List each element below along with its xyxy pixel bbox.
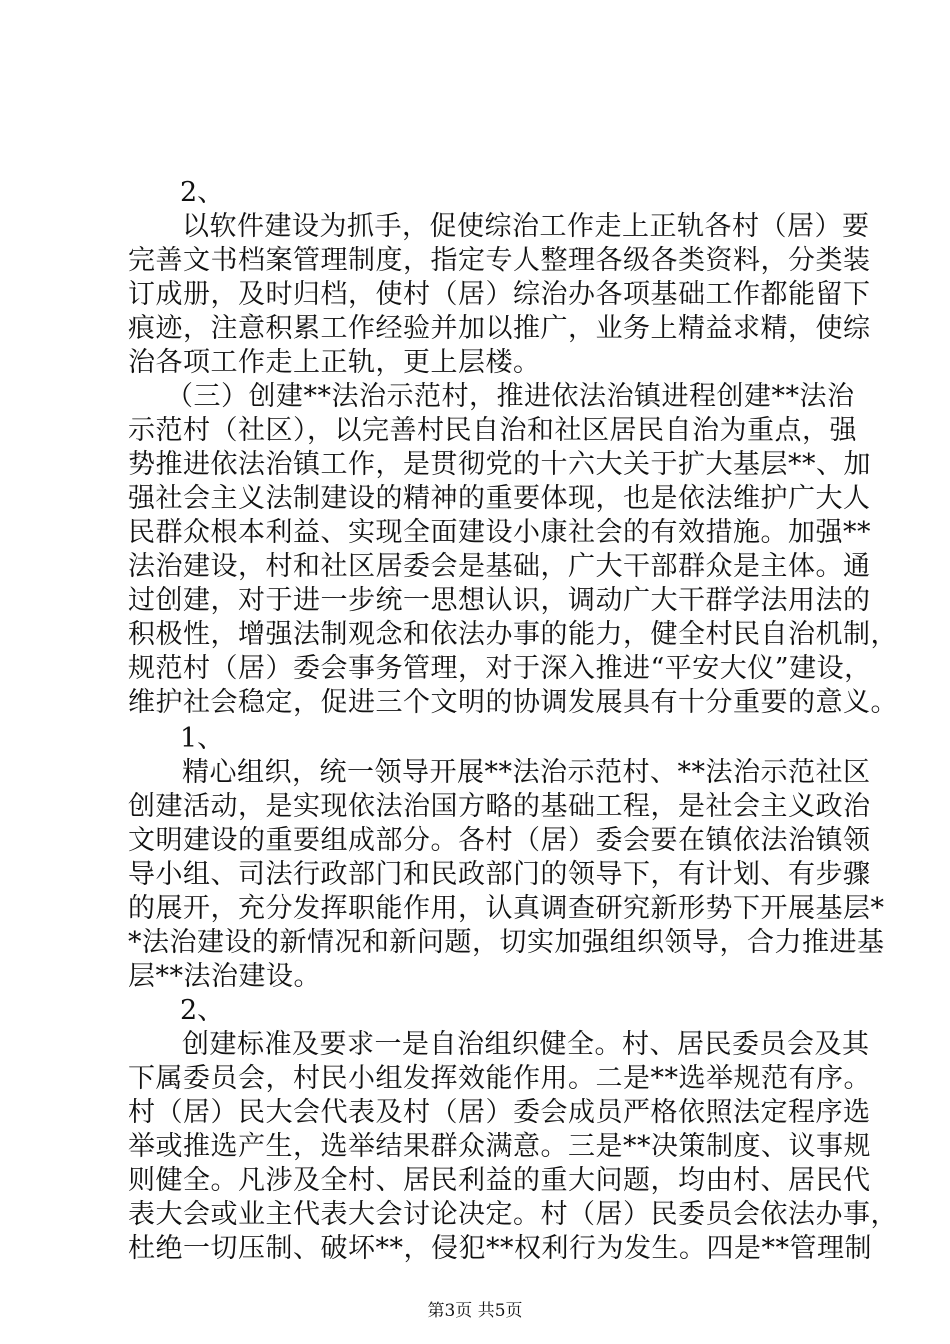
paragraph-line: 势推进依法治镇工作，是贯彻党的十六大关于扩大基层**、加 (128, 449, 871, 480)
paragraph-line: 过创建，对于进一步统一思想认识，调动广大干群学法用法的 (128, 585, 871, 616)
paragraph-line: 层**法治建设。 (128, 961, 321, 992)
paragraph-line: 创建标准及要求一是自治组织健全。村、居民委员会及其 (182, 1029, 870, 1060)
paragraph-line: （三）创建**法治示范村，推进依法治镇进程创建**法治 (166, 381, 855, 412)
paragraph-line: 村（居）民大会代表及村（居）委会成员严格依照法定程序选 (128, 1097, 871, 1128)
paragraph-line: 积极性，增强法制观念和依法办事的能力，健全村民自治机制， (128, 619, 898, 650)
paragraph-line: 治各项工作走上正轨，更上层楼。 (128, 347, 541, 378)
paragraph-line: 精心组织，统一领导开展**法治示范村、**法治示范社区 (182, 757, 871, 788)
paragraph-line: 以软件建设为抓手，促使综治工作走上正轨各村（居）要 (182, 211, 870, 242)
paragraph-line: 强社会主义法制建设的精神的重要体现，也是依法维护广大人 (128, 483, 871, 514)
section-1-number: 1、 (180, 723, 225, 754)
paragraph-line: 举或推选产生，选举结果群众满意。三是**决策制度、议事规 (128, 1131, 871, 1162)
paragraph-line: 规范村（居）委会事务管理，对于深入推进“平安大仪”建设， (128, 653, 872, 684)
paragraph-line: *法治建设的新情况和新问题，切实加强组织领导，合力推进基 (128, 927, 885, 958)
paragraph-line: 的展开，充分发挥职能作用，认真调查研究新形势下开展基层* (128, 893, 885, 924)
paragraph-line: 创建活动，是实现依法治国方略的基础工程，是社会主义政治 (128, 791, 871, 822)
paragraph-line: 表大会或业主代表大会讨论决定。村（居）民委员会依法办事， (128, 1199, 898, 1230)
section-2b-number: 2、 (180, 995, 225, 1026)
paragraph-line: 下属委员会，村民小组发挥效能作用。二是**选举规范有序。 (128, 1063, 871, 1094)
paragraph-line: 杜绝一切压制、破坏**，侵犯**权利行为发生。四是**管理制 (128, 1233, 872, 1264)
paragraph-line: 痕迹，注意积累工作经验并加以推广，业务上精益求精，使综 (128, 313, 871, 344)
paragraph-line: 示范村（社区），以完善村民自治和社区居民自治为重点，强 (128, 415, 857, 446)
section-2a-number: 2、 (180, 177, 225, 208)
paragraph-line: 民群众根本利益、实现全面建设小康社会的有效措施。加强** (128, 517, 871, 548)
page-footer: 第3页 共5页 (427, 1301, 523, 1321)
paragraph-line: 完善文书档案管理制度，指定专人整理各级各类资料，分类装 (128, 245, 871, 276)
paragraph-line: 则健全。凡涉及全村、居民利益的重大问题，均由村、居民代 (128, 1165, 871, 1196)
paragraph-line: 订成册，及时归档，使村（居）综治办各项基础工作都能留下 (128, 279, 871, 310)
paragraph-line: 文明建设的重要组成部分。各村（居）委会要在镇依法治镇领 (128, 825, 871, 856)
paragraph-line: 维护社会稳定，促进三个文明的协调发展具有十分重要的意义。 (128, 687, 898, 718)
paragraph-line: 导小组、司法行政部门和民政部门的领导下，有计划、有步骤 (128, 859, 871, 890)
paragraph-line: 法治建设，村和社区居委会是基础，广大干部群众是主体。通 (128, 551, 871, 582)
